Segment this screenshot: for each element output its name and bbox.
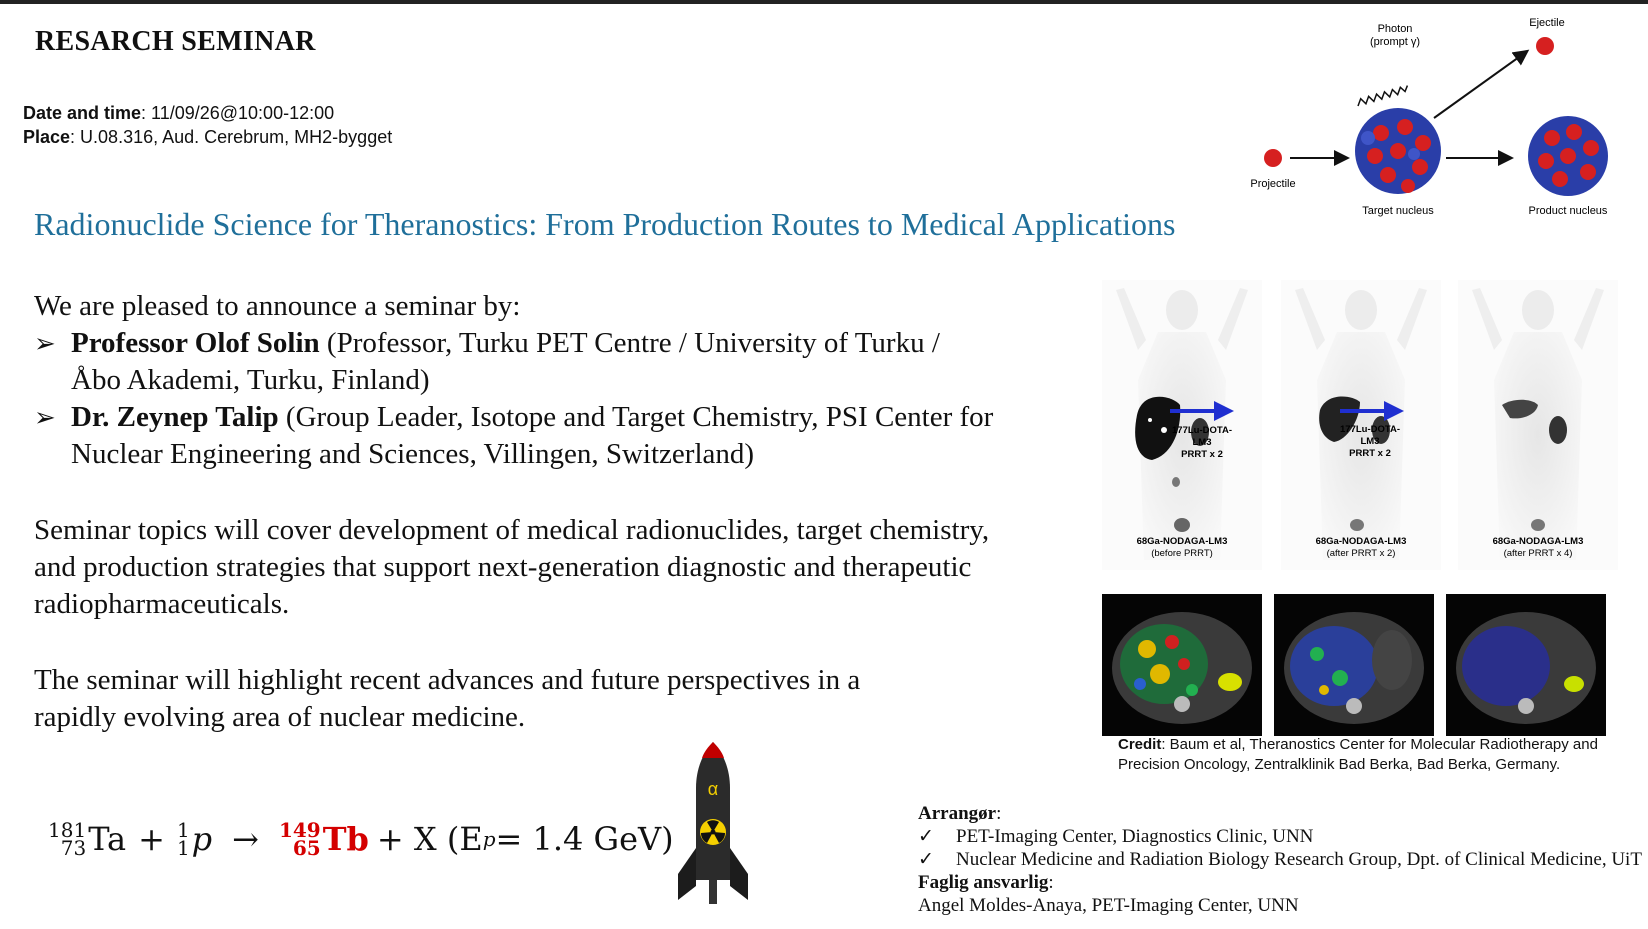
pet-ct-panel: [1102, 594, 1620, 736]
element-symbol: p: [191, 820, 213, 858]
organizer-name: Nuclear Medicine and Radiation Biology Research Group, Dpt. of Clinical Medicine, UiT: [956, 849, 1642, 870]
place-line: [23, 127, 392, 148]
projectile-particle: [1264, 149, 1282, 167]
credit-label: Credit: [1118, 736, 1162, 753]
page-heading: RESARCH SEMINAR: [35, 26, 316, 57]
reaction-arrow: →: [232, 820, 259, 858]
date-label: Date and time: [23, 103, 142, 123]
svg-text:(after PRRT x 2): (after PRRT x 2): [1326, 548, 1396, 559]
svg-text:PRRT x 2: PRRT x 2: [1181, 449, 1223, 460]
radiation-icon: [700, 819, 726, 845]
proton-nuclide: [177, 820, 212, 858]
checkmark-icon: ✓: [918, 849, 934, 870]
place-value: : U.08.316, Aud. Cerebrum, MH2-bygget: [70, 127, 393, 147]
svg-text:68Ga-NODAGA-LM3: 68Ga-NODAGA-LM3: [1136, 536, 1228, 547]
intro-text: We are pleased to announce a seminar by:: [34, 290, 521, 322]
rocket-nose: [702, 742, 724, 758]
rocket-nozzle: [709, 880, 717, 904]
rocket-fin-left: [678, 848, 696, 900]
topics-paragraph: Seminar topics will cover development of medical radionuclides, target chemistry, and production strategies that support next-generation diagnostic and therapeutic radiopharmaceuticals.: [34, 514, 990, 620]
photon-sublabel: (prompt γ): [1369, 36, 1421, 48]
svg-text:PRRT x 2: PRRT x 2: [1349, 448, 1391, 459]
svg-text:177Lu-DOTA-: 177Lu-DOTA-: [1340, 424, 1400, 435]
arrowhead-bullet-icon: ➢: [34, 403, 56, 432]
colon: :: [996, 803, 1002, 824]
ejectile-particle: [1536, 37, 1554, 55]
pet-scan-after-4: [1458, 280, 1618, 570]
speakers-block: [34, 288, 994, 473]
alpha-symbol: α: [707, 779, 719, 799]
image-credit: [1118, 735, 1638, 775]
mass-number: 181: [48, 818, 87, 842]
speaker-affiliation: (Professor, Turku PET Centre / University of Turku / Åbo Akademi, Turku, Finland): [71, 327, 940, 396]
place-label: Place: [23, 127, 71, 147]
speaker-name: Dr. Zeynep Talip: [71, 401, 279, 433]
product-label: Product nucleus: [1528, 205, 1608, 217]
svg-text:LM3: LM3: [1360, 436, 1380, 447]
pet-ct-before: [1102, 594, 1262, 736]
mass-number: 149: [278, 818, 321, 842]
speaker-item: [34, 325, 994, 399]
top-border: [0, 0, 1648, 4]
svg-text:68Ga-NODAGA-LM3: 68Ga-NODAGA-LM3: [1492, 536, 1584, 547]
organizer-item: [918, 825, 1642, 848]
plus-sign: +: [138, 820, 165, 858]
atomic-number: 65: [292, 836, 321, 860]
atomic-number: 1: [176, 836, 190, 860]
arrowhead-bullet-icon: ➢: [34, 329, 56, 358]
highlight-paragraph: The seminar will highlight recent advances and future perspectives in a rapidly evolving area of nuclear medicine.: [34, 664, 861, 733]
terbium-nuclide: [279, 820, 369, 858]
credit-text: : Baum et al, Theranostics Center for Molecular Radiotherapy and Precision Oncology, Zentralklinik Bad Berka, Bad Berka, Germany.: [1118, 736, 1598, 773]
svg-text:(before PRRT): (before PRRT): [1151, 548, 1213, 559]
svg-text:LM3: LM3: [1192, 437, 1212, 448]
ejectile-arrow: [1434, 52, 1526, 118]
photon-label: Photon: [1377, 23, 1413, 35]
atomic-number: 73: [60, 836, 87, 860]
rocket-illustration: [672, 740, 754, 910]
speaker-item: [34, 399, 994, 473]
organizer-item: [918, 848, 1642, 871]
svg-text:177Lu-DOTA-: 177Lu-DOTA-: [1172, 425, 1232, 436]
target-label: Target nucleus: [1362, 205, 1434, 217]
date-line: [23, 103, 334, 124]
pet-ct-after-4: [1446, 594, 1606, 736]
organizer-name: PET-Imaging Center, Diagnostics Clinic, UNN: [956, 826, 1314, 847]
responsible-person: Angel Moldes-Anaya, PET-Imaging Center, UNN: [918, 895, 1299, 916]
speaker-affiliation: (Group Leader, Isotope and Target Chemistry, PSI Center for Nuclear Engineering and Sciences, Villingen, Switzerland): [71, 401, 994, 470]
mass-number: 1: [176, 818, 190, 842]
product-nucleus: [1528, 116, 1608, 196]
svg-text:68Ga-NODAGA-LM3: 68Ga-NODAGA-LM3: [1315, 536, 1407, 547]
element-symbol: Ta: [88, 820, 127, 858]
seminar-title: Radionuclide Science for Theranostics: From Production Routes to Medical Applications: [34, 206, 1176, 242]
checkmark-icon: ✓: [918, 826, 934, 847]
reaction-equation: [48, 820, 674, 858]
svg-text:(after PRRT x 4): (after PRRT x 4): [1503, 548, 1573, 559]
target-nucleus: [1355, 108, 1441, 194]
equation-rest: + X (E: [376, 820, 483, 858]
organizers-block: [918, 802, 1642, 917]
rocket-fin-right: [730, 848, 748, 900]
tantalum-nuclide: [48, 820, 126, 858]
speaker-name: Professor Olof Solin: [71, 327, 320, 359]
energy-subscript: p: [482, 827, 496, 851]
organizer-label: Arrangør: [918, 803, 997, 824]
responsible-label: Faglig ansvarlig: [918, 872, 1049, 893]
ejectile-label: Ejectile: [1529, 17, 1565, 29]
element-symbol: Tb: [322, 820, 369, 858]
scan-caption: [1137, 536, 1584, 559]
projectile-label: Projectile: [1250, 178, 1296, 190]
colon: :: [1048, 872, 1054, 893]
nuclear-reaction-diagram: [1238, 14, 1638, 224]
pet-scan-panel: [1102, 280, 1620, 590]
pet-ct-after-2: [1274, 594, 1434, 736]
date-value: : 11/09/26@10:00-12:00: [141, 103, 335, 123]
rocket-body: [696, 742, 730, 880]
energy-value: = 1.4 GeV): [495, 820, 674, 858]
